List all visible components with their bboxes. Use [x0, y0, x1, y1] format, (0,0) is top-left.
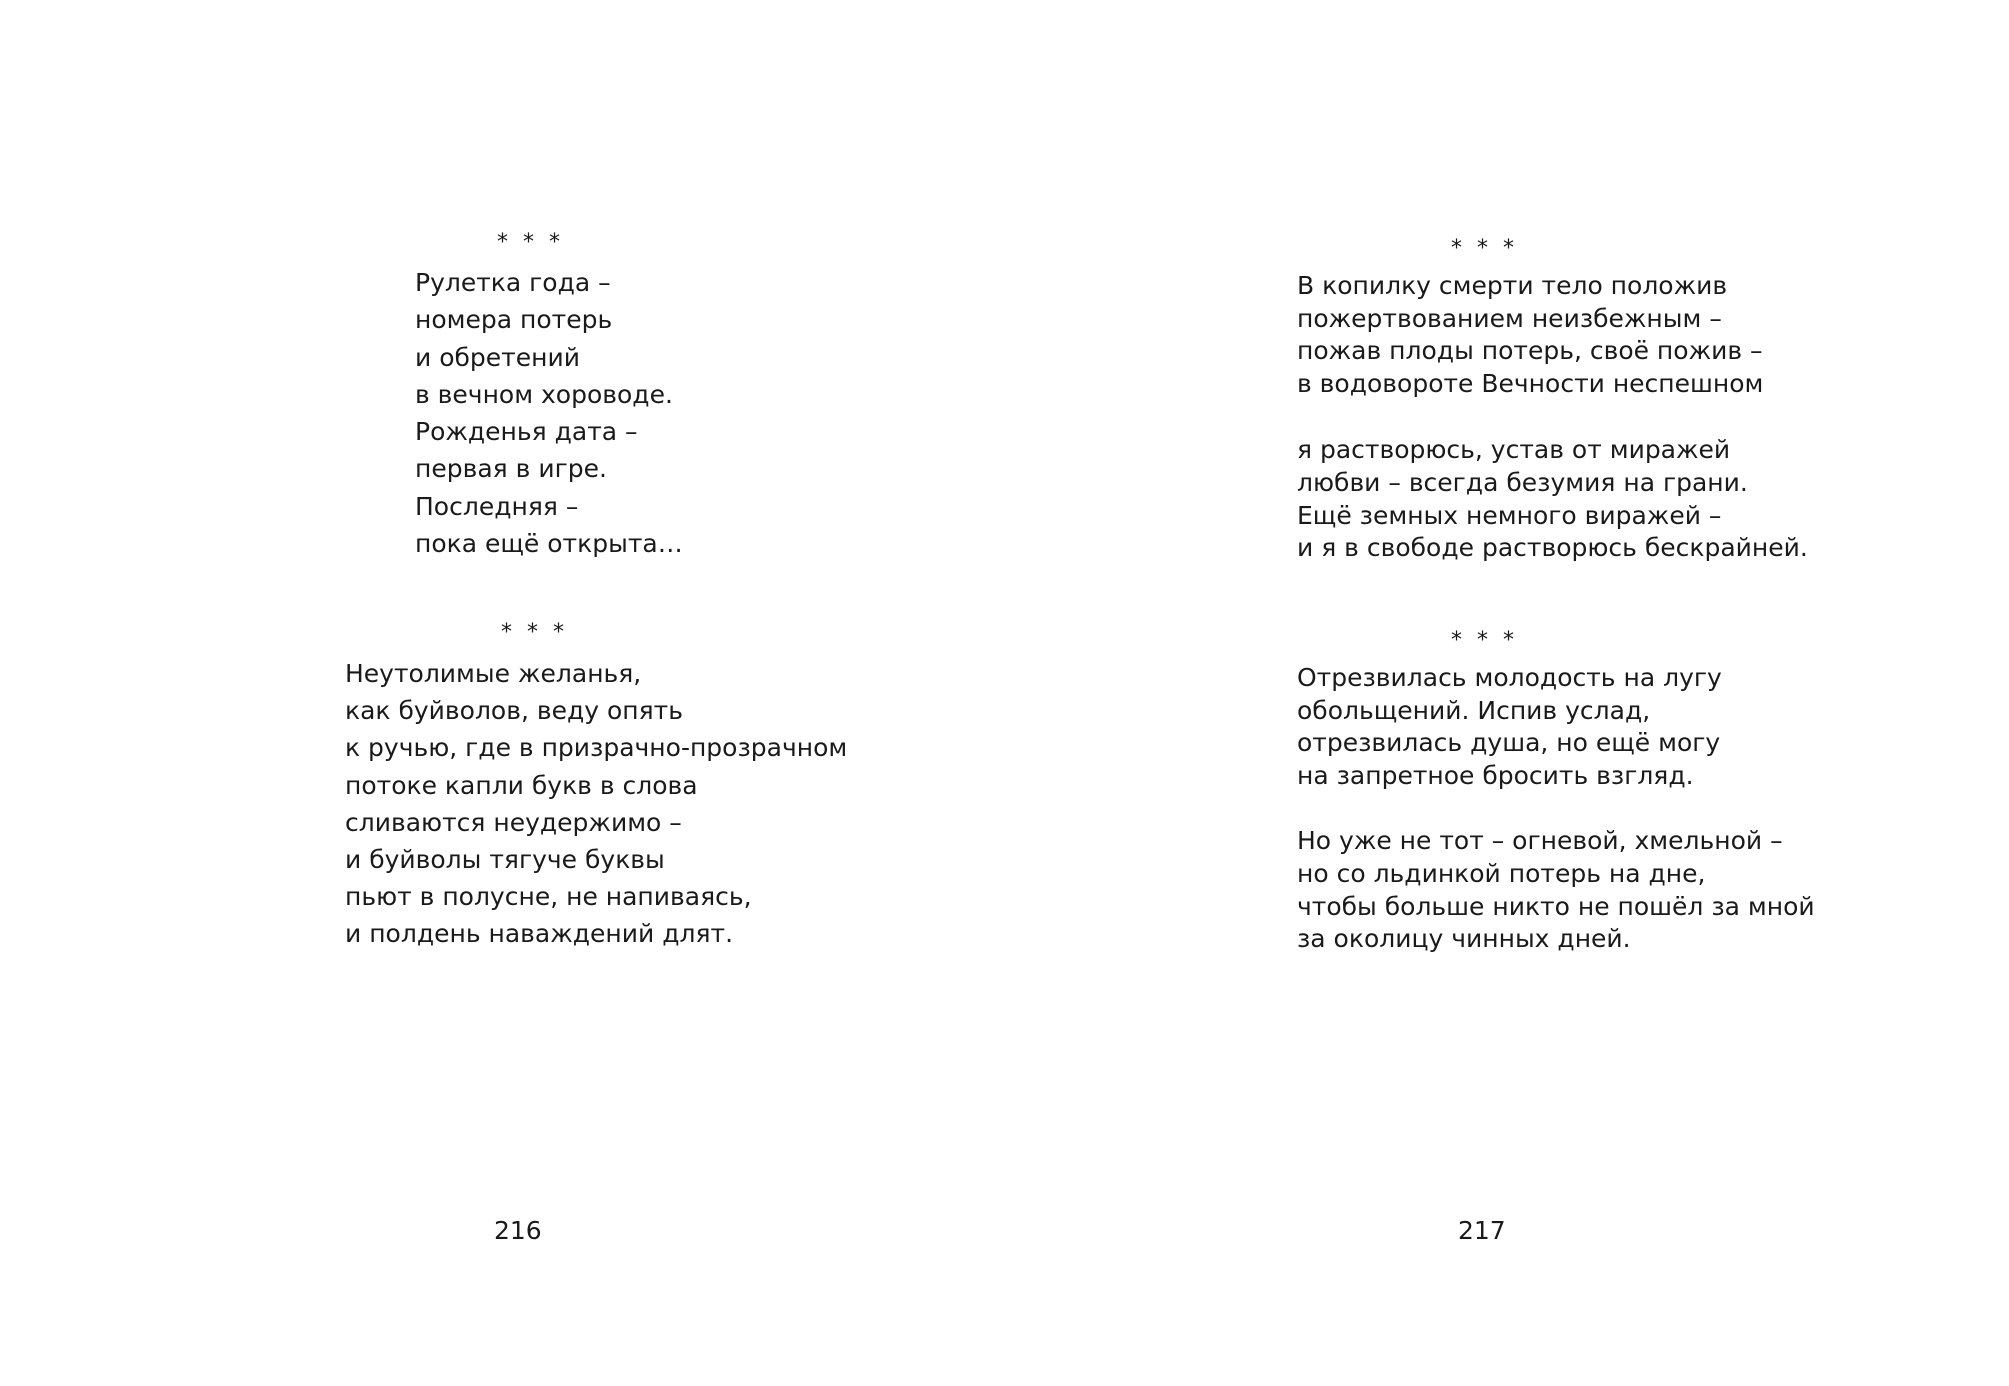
- poem-line: Рулетка года –: [415, 268, 611, 297]
- poem-line: и буйволы тягуче буквы: [345, 844, 665, 874]
- poem-line: пока ещё открыта…: [415, 529, 683, 559]
- poem-line: и я в свободе растворюсь бескрайней.: [1297, 533, 1808, 563]
- page-number-left: 216: [494, 1216, 542, 1245]
- poem-line: в вечном хороводе.: [415, 379, 673, 409]
- page-number-right: 217: [1458, 1216, 1506, 1245]
- poem-line: Но уже не тот – огневой, хмельной –: [1297, 826, 1783, 856]
- poem-line: В копилку смерти тело положив: [1297, 271, 1728, 300]
- poem-separator: * * *: [1451, 628, 1518, 653]
- stanza-break: [1297, 400, 1808, 434]
- poem-text: [1297, 662, 1815, 956]
- poem-line: обольщений. Испив услад,: [1297, 695, 1651, 725]
- poem-line: на запретное бросить взгляд.: [1297, 760, 1694, 790]
- poem-line: сливаются неудержимо –: [345, 807, 682, 837]
- poem-line: как буйволов, веду опять: [345, 696, 683, 726]
- poem-line: пожертвованием неизбежным –: [1297, 303, 1722, 333]
- poem-line: к ручью, где в призрачно-прозрачном: [345, 733, 848, 763]
- poem-line: потоке капли букв в слова: [345, 770, 698, 800]
- poem-line: но со льдинкой потерь на дне,: [1297, 858, 1706, 888]
- poem-separator: * * *: [1451, 236, 1518, 261]
- poem-line: пожав плоды потерь, своё пожив –: [1297, 336, 1763, 366]
- poem-separator: * * *: [501, 620, 568, 645]
- poem-line: пьют в полусне, не напиваясь,: [345, 882, 752, 912]
- poem-line: любви – всегда безумия на грани.: [1297, 467, 1748, 497]
- poem-line: Рожденья дата –: [415, 417, 638, 447]
- poem-line: в водовороте Вечности неспешном: [1297, 368, 1764, 398]
- poem-separator: * * *: [497, 230, 564, 255]
- poem-line: я растворюсь, устав от миражей: [1297, 435, 1731, 465]
- poem-text: [415, 264, 683, 562]
- poem-line: первая в игре.: [415, 454, 607, 484]
- poem-text: [345, 655, 847, 953]
- poem-line: Последняя –: [415, 491, 579, 521]
- poem-line: и обретений: [415, 342, 580, 372]
- poem-line: и полдень наваждений длят.: [345, 919, 734, 949]
- poem-line: Неутолимые желанья,: [345, 659, 642, 688]
- poem-line: за околицу чинных дней.: [1297, 924, 1631, 954]
- poem-line: номера потерь: [415, 305, 613, 335]
- poem-line: чтобы больше никто не пошёл за мной: [1297, 891, 1815, 921]
- poem-line: отрезвилась душа, но ещё могу: [1297, 728, 1721, 758]
- stanza-break: [1297, 792, 1815, 825]
- poem-line: Отрезвилась молодость на лугу: [1297, 663, 1722, 692]
- poem-text: [1297, 270, 1808, 565]
- poem-line: Ещё земных немного виражей –: [1297, 500, 1722, 530]
